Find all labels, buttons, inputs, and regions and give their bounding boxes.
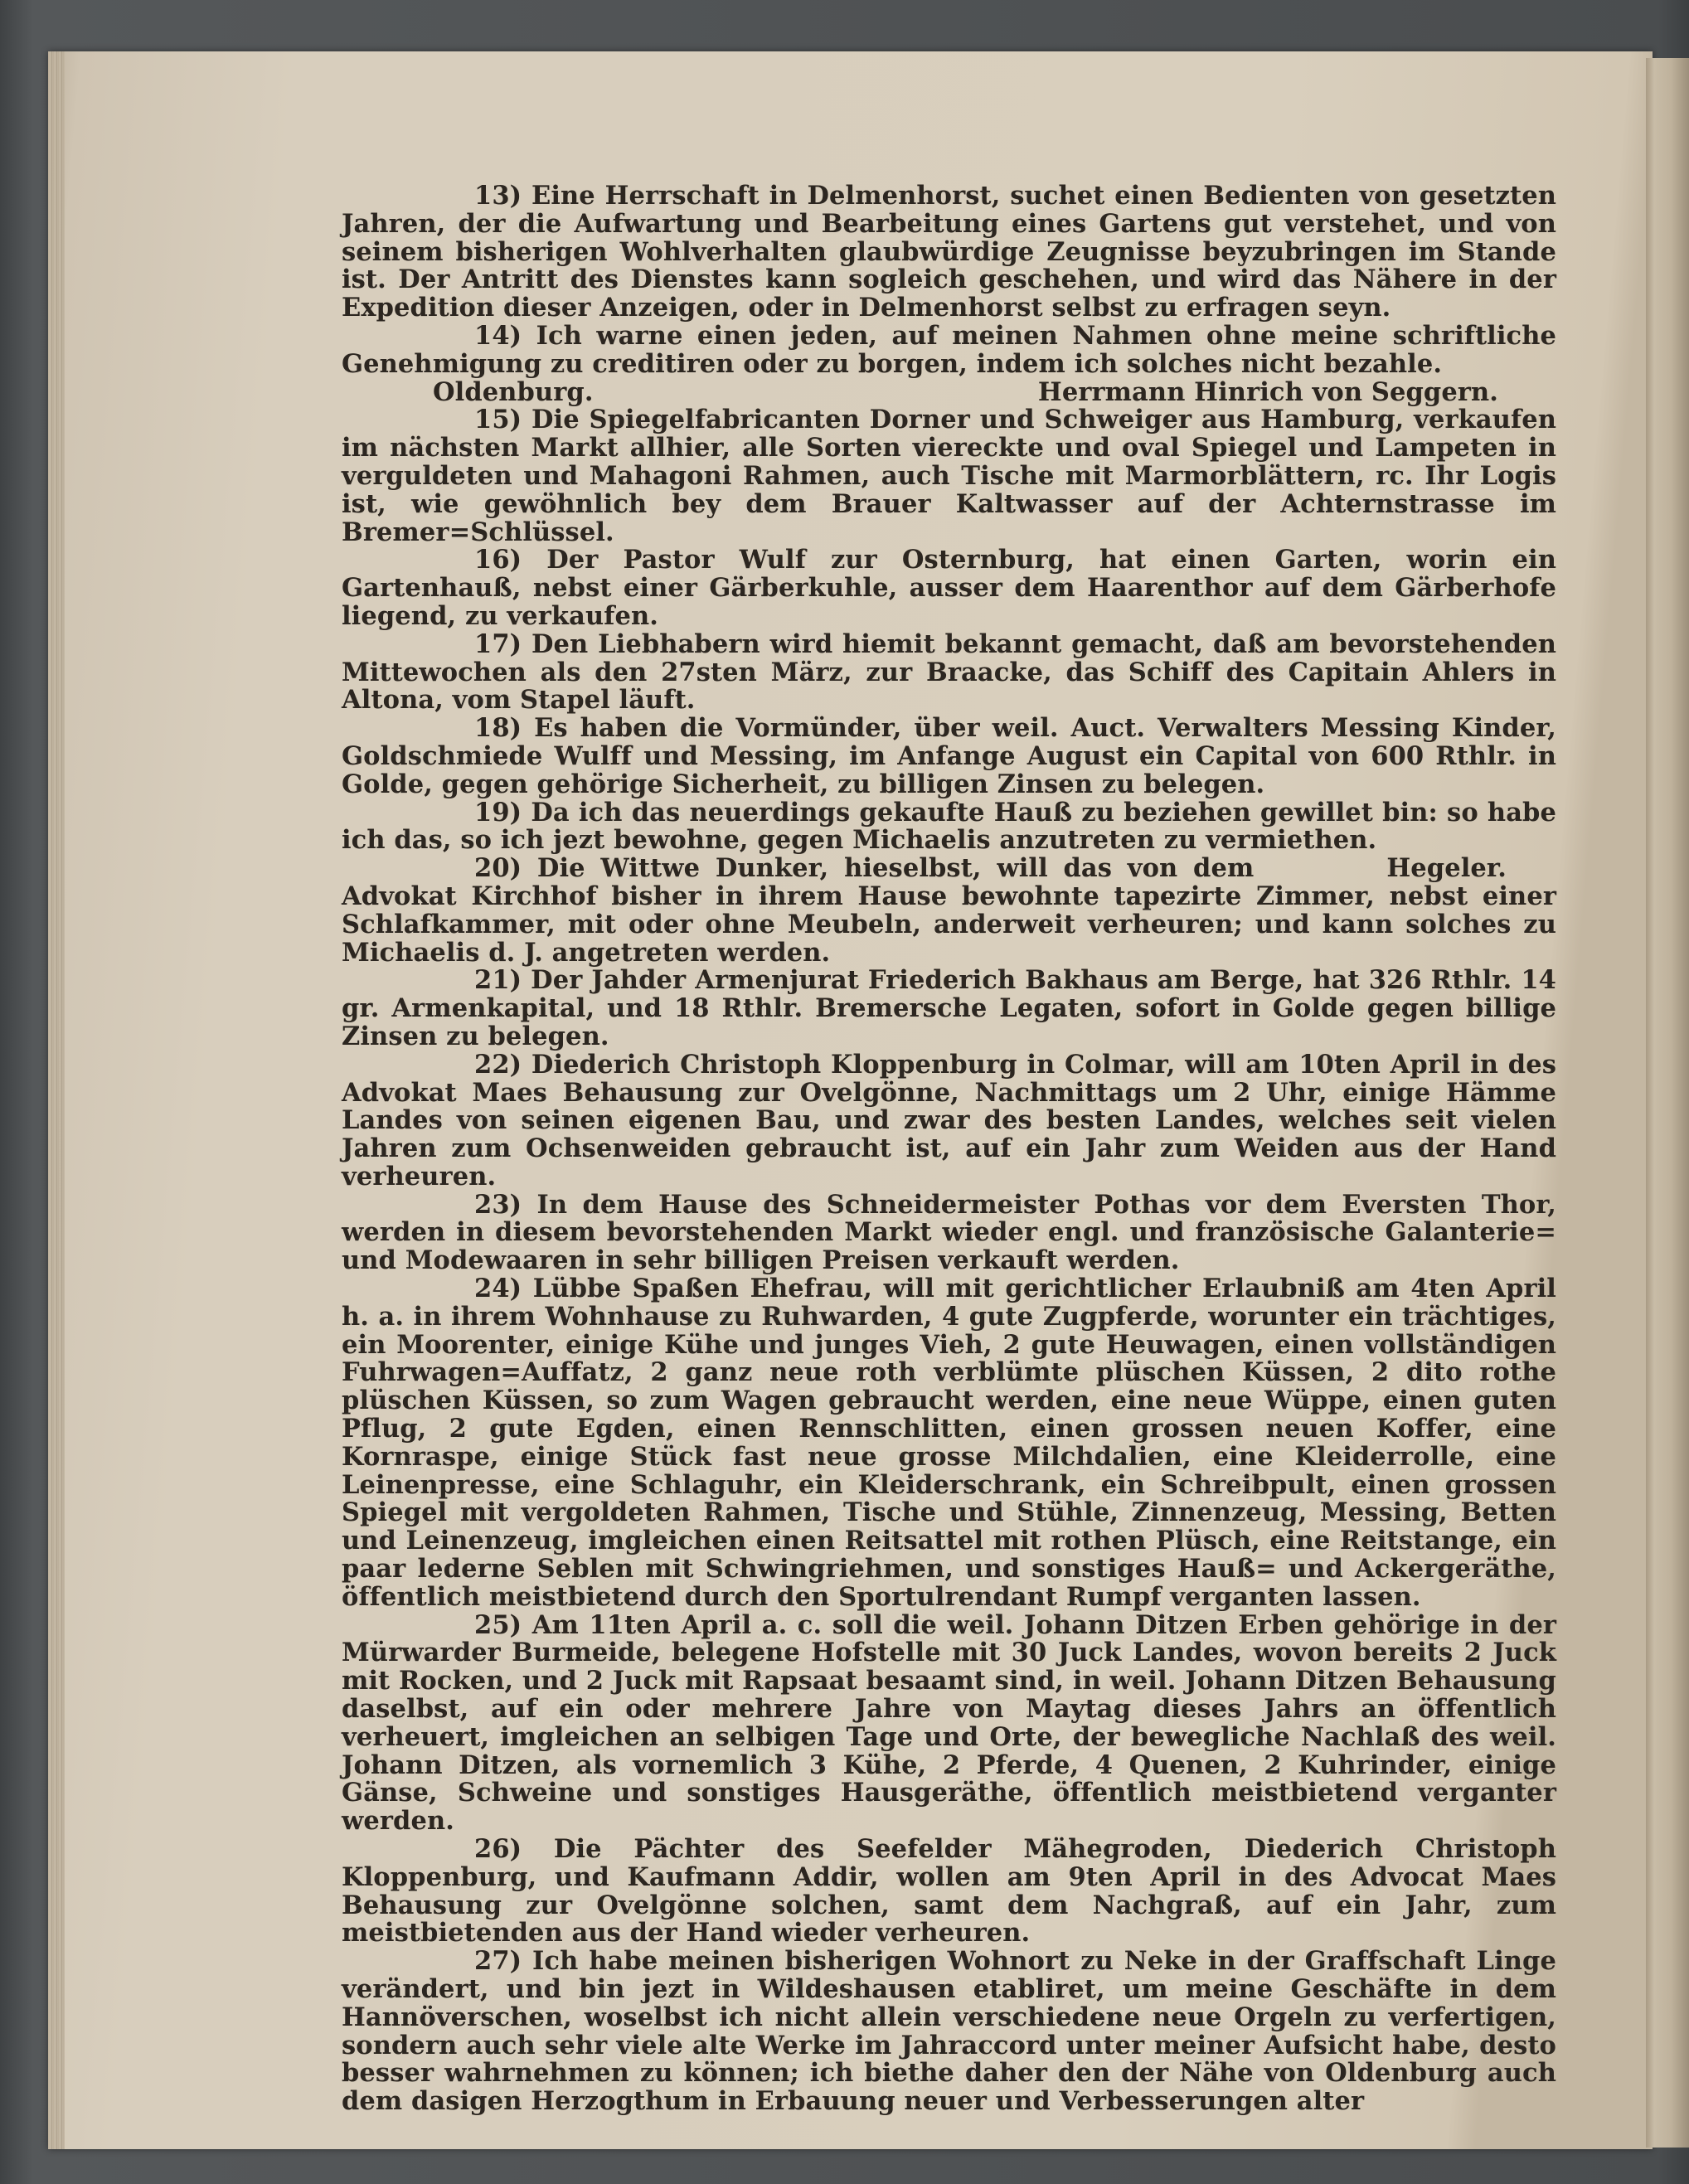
- page-edge-left: [48, 51, 65, 2149]
- entry-19-text: 19) Da ich das neuerdings gekaufte Hauß zu beziehen gewillet bin: so habe ich das, so ich jezt bewohne, gegen Michaelis anzutreten zu vermiethen.: [342, 797, 1556, 856]
- entry-26: 26) Die Pächter des Seefelder Mähegroden, Diederich Christoph Kloppenburg, und Kaufmann Addir, wollen am 9ten April in des Advocat Maes Behausung zur Ovelgönne solchen, samt dem Nachgraß, auf ein Jahr, zum meistbietenden aus der Hand wieder verheuren.: [342, 1834, 1556, 1949]
- document-text: [342, 182, 1556, 2116]
- entry-13: 13) Eine Herrschaft in Delmenhorst, suchet einen Bedienten von gesetzten Jahren, der die Aufwartung und Bearbeitung eines Gartens gut verstehet, und von seinem bisherigen Wohlverhalten glaubwürdige Zeugnisse beyzubringen im Stande ist. Der Antritt des Dienstes kann sogleich geschehen, und wird das Nähere in der Expedition dieser Anzeigen, oder in Delmenhorst selbst zu erfragen seyn.: [342, 181, 1556, 323]
- signature-place: Oldenburg.: [433, 376, 594, 407]
- entry-15: 15) Die Spiegelfabricanten Dorner und Schweiger aus Hamburg, verkaufen im nächsten Markt allhier, alle Sorten viereckte und oval Spiegel und Lampeten in verguldeten und Mahagoni Rahmen, auch Tische mit Marmorblättern, rc. Ihr Logis ist, wie gewöhnlich bey dem Brauer Kaltwasser auf der Achternstrasse im Bremer=Schlüssel.: [342, 405, 1556, 547]
- entry-18: 18) Es haben die Vormünder, über weil. Auct. Verwalters Messing Kinder, Goldschmiede Wulff und Messing, im Anfange August ein Capital von 600 Rthlr. in Golde, gegen gehörige Sicherheit, zu billigen Zinsen zu belegen.: [342, 713, 1556, 799]
- entry-14: 14) Ich warne einen jeden, auf meinen Nahmen ohne meine schriftliche Genehmigung zu creditiren oder zu borgen, indem ich solches nicht bezahle.: [342, 320, 1556, 379]
- entry-25: 25) Am 11ten April a. c. soll die weil. Johann Ditzen Erben gehörige in der Mürwarder Burmeide, belegene Hofstelle mit 30 Juck Landes, wovon bereits 2 Juck mit Rocken, und 2 Juck mit Rapsaat besaamt sind, in weil. Johann Ditzen Behausung daselbst, auf ein oder mehrere Jahre von Maytag dieses Jahrs an öffentlich verheuert, imgleichen an selbigen Tage und Orte, der bewegliche Nachlaß des weil. Johann Ditzen, als vornemlich 3 Kühe, 2 Pferde, 4 Quenen, 2 Kuhrinder, einige Gänse, Schweine und sonstiges Hausgeräthe, öffentlich meistbietend verganter werden.: [342, 1609, 1556, 1837]
- entry-22: 22) Diederich Christoph Kloppenburg in Colmar, will am 10ten April in des Advokat Maes Behausung zur Ovelgönne, Nachmittags um 2 Uhr, einige Hämme Landes von seinen eigenen Bau, und zwar des besten Landes, welches seit vielen Jahren zum Ochsenweiden gebraucht ist, auf ein Jahr zum Weiden aus der Hand verheuren.: [342, 1049, 1556, 1191]
- entry-19: [342, 797, 1556, 884]
- entry-19-signature: Hegeler.: [1386, 853, 1507, 884]
- next-page-edge: [1646, 58, 1689, 2148]
- entry-16: 16) Der Pastor Wulf zur Osternburg, hat einen Garten, worin ein Gartenhauß, nebst einer Gärberkuhle, ausser dem Haarenthor auf dem Gärberhofe liegend, zu verkaufen.: [342, 545, 1556, 631]
- entry-20: 20) Die Wittwe Dunker, hieselbst, will das von dem Advokat Kirchhof bisher in ihrem Hause bewohnte tapezirte Zimmer, nebst einer Schlafkammer, mit oder ohne Meubeln, anderweit verheuren; und kann solches zu Michaelis d. J. angetreten werden.: [342, 853, 1556, 968]
- entry-23: 23) In dem Hause des Schneidermeister Pothas vor dem Eversten Thor, werden in diesem bevorstehenden Markt wieder engl. und französische Galanterie= und Modewaaren in sehr billigen Preisen verkauft werden.: [342, 1189, 1556, 1276]
- signature-name: Herrmann Hinrich von Seggern.: [1037, 376, 1498, 407]
- entry-17: 17) Den Liebhabern wird hiemit bekannt gemacht, daß am bevorstehenden Mittewochen als den 27sten März, zur Braacke, das Schiff des Capitain Ahlers in Altona, vom Stapel läuft.: [342, 629, 1556, 716]
- entry-21: 21) Der Jahder Armenjurat Friederich Bakhaus am Berge, hat 326 Rthlr. 14 gr. Armenkapital, und 18 Rthlr. Bremersche Legaten, sofort in Golde gegen billige Zinsen zu belegen.: [342, 965, 1556, 1051]
- signature-line-14: [342, 376, 1556, 407]
- entry-24: 24) Lübbe Spaßen Ehefrau, will mit gerichtlicher Erlaubniß am 4ten April h. a. in ihrem Wohnhause zu Ruhwarden, 4 gute Zugpferde, worunter ein trächtiges, ein Moorenter, einige Kühe und junges Vieh, 2 gute Heuwagen, einen vollständigen Fuhrwagen=Auffatz, 2 ganz neue roth verblümte plüschen Küssen, 2 dito rothe plüschen Küssen, so zum Wagen gebraucht werden, eine neue Wüppe, einen guten Pflug, 2 gute Egden, einen Rennschlitten, einen grossen neuen Koffer, eine Kornraspe, einige Stück fast neue grosse Milchdalien, eine Kleiderrolle, eine Leinenpresse, eine Schlaguhr, ein Kleiderschrank, ein Schreibpult, einen grossen Spiegel mit vergoldeten Rahmen, Tische und Stühle, Zinnenzeug, Messing, Betten und Leinenzeug, imgleichen einen Reitsattel mit rothen Plüsch, eine Reitstange, ein paar lederne Seblen mit Schwingriehmen, und sonstiges Hauß= und Ackergeräthe, öffentlich meistbietend durch den Sportulrendant Rumpf verganten lassen.: [342, 1274, 1556, 1612]
- entry-27: 27) Ich habe meinen bisherigen Wohnort zu Neke in der Graffschaft Linge verändert, und bin jezt in Wildeshausen etabliret, um meine Geschäfte in dem Hannöverschen, woselbst ich nicht allein verschiedene neue Orgeln zu verfertigen, sondern auch sehr viele alte Werke im Jahraccord unter meiner Aufsicht habe, desto besser wahrnehmen zu können; ich biethe daher den der Nähe von Oldenburg auch dem dasigen Herzogthum in Erbauung neuer und Verbesserungen alter: [342, 1946, 1556, 2117]
